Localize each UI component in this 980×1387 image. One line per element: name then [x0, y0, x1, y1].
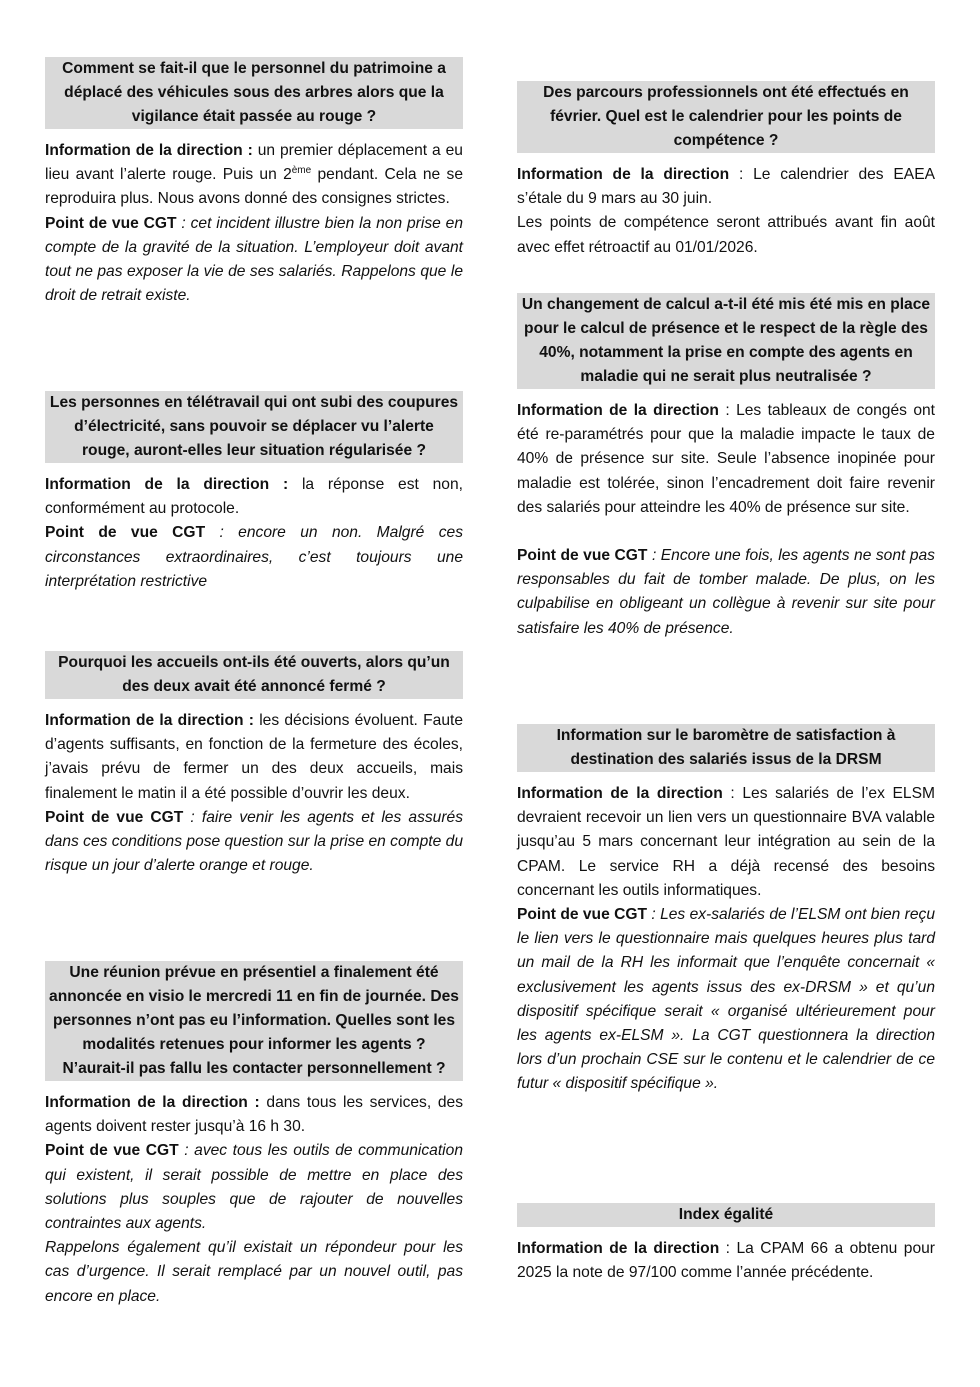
section-accueils [45, 651, 463, 878]
info-text: : Les salariés de l’ex ELSM devraient recevoir un lien vers un questionnaire BVA valable jusqu’au 5 mars concernant leur intégration au sein de la CPAM. Le service RH a déjà recensé des besoins concernant les outils informatiques. [517, 785, 935, 899]
section-parcours [517, 81, 935, 260]
section-index-egalite [517, 1203, 935, 1285]
cgt-opinion [45, 521, 463, 594]
cgt-opinion [45, 1139, 463, 1236]
cgt-text: : encore un non. Malgré ces circonstances extraordinaires, c’est toujours une interprétation restrictive [45, 524, 463, 590]
info-text: dans tous les services, des agents doivent rester jusqu’à 16 h 30. [45, 1094, 463, 1136]
question-heading: Index égalité [517, 1203, 935, 1227]
question-heading: Information sur le baromètre de satisfaction à destination des salariés issus de la DRSM [517, 724, 935, 772]
section-reunion-visio [45, 961, 463, 1309]
cgt-label: Point de vue CGT [45, 1142, 179, 1160]
question-heading: Comment se fait-il que le personnel du patrimoine a déplacé des véhicules sous des arbres alors que la vigilance était passée au rouge ? [45, 57, 463, 129]
direction-answer [517, 399, 935, 520]
cgt-text: : cet incident illustre bien la non prise en compte de la gravité de la situation. L’employeur doit avant tout ne pas exposer la vie de ses salariés. Rappelons que le droit de retrait existe. [45, 214, 463, 305]
cgt-opinion [517, 903, 935, 1097]
cgt-opinion [517, 544, 935, 641]
question-heading: Pourquoi les accueils ont-ils été ouverts, alors qu’un des deux avait été annoncé fermé ? [45, 651, 463, 699]
info-text: : La CPAM 66 a obtenu pour 2025 la note de 97/100 comme l’année précédente. [517, 1240, 935, 1282]
info-text: la réponse est non, conformément au protocole. [45, 476, 463, 518]
direction-answer-continued: Les points de compétence seront attribués avant fin août avec effet rétroactif au 01/01/2026. [517, 214, 935, 256]
info-label: Information de la direction [517, 1240, 720, 1257]
direction-answer [517, 1237, 935, 1285]
cgt-label: Point de vue CGT [45, 524, 206, 542]
direction-answer [517, 163, 935, 211]
info-label: Information de la direction [517, 166, 730, 183]
info-text: : Le calendrier des EAEA s’étale du 9 mars au 30 juin. [517, 166, 935, 208]
cgt-text: : avec tous les outils de communication qui existent, il serait possible de mettre en place des solutions plus souples que de rajouter de nouvelles contraintes aux agents. [45, 1142, 463, 1233]
info-label: Information de la direction [517, 402, 719, 419]
question-heading: Les personnes en télétravail qui ont subi des coupures d’électricité, sans pouvoir se déplacer vu l’alerte rouge, auront-elles leur situation régularisée ? [45, 391, 463, 463]
section-vehicules [45, 57, 463, 308]
cgt-opinion [45, 212, 463, 309]
cgt-label: Point de vue CGT [517, 906, 648, 924]
cgt-opinion-continued [45, 1236, 463, 1309]
direction-answer [517, 782, 935, 903]
direction-answer [45, 1091, 463, 1139]
cgt-label: Point de vue CGT [45, 808, 184, 826]
info-label: Information de la direction : [45, 712, 254, 729]
info-label: Information de la direction : [45, 142, 253, 159]
cgt-text: Rappelons également qu’il existait un répondeur pour les cas d’urgence. Il serait remplacé par un nouvel outil, pas encore en place. [45, 1239, 463, 1305]
section-teletravail [45, 391, 463, 594]
info-label: Information de la direction [517, 785, 723, 802]
cgt-text: : faire venir les agents et les assurés dans ces conditions pose question sur la prise en compte du risque un jour d’alerte orange et rouge. [45, 808, 463, 875]
cgt-label: Point de vue CGT [517, 547, 648, 565]
info-label: Information de la direction : [45, 1094, 260, 1111]
section-barometre [517, 724, 935, 1097]
info-text: : Les tableaux de congés ont été re-paramétrés pour que la maladie impacte le taux de 40% de présence sur site. Seule l’absence inopinée pour maladie est tolérée, sinon l’encadrement doit faire revenir des salariés pour atteindre les 40% de présence sur site. [517, 402, 936, 516]
direction-answer [45, 709, 463, 806]
cgt-text: : Les ex-salariés de l’ELSM ont bien reçu le lien vers le questionnaire mais quelques heures plus tard un mail de la RH les informait que l’enquête concernait « exclusivement les agents issus des ex-DRSM » et qu’un dispositif spécifique serait « organisé ultérieurement pour les agents ex-ELSM ». La CGT questionnera la direction lors d’un prochain CSE sur le contenu et le calendrier de ce futur « dispositif spécifique ». [517, 906, 935, 1093]
direction-answer [45, 473, 463, 521]
info-text: pendant. Cela ne se reproduira plus. Nous avons donné des consignes strictes. [45, 166, 463, 208]
question-heading: Un changement de calcul a-t-il été mis été mis en place pour le calcul de présence et le respect de la règle des 40%, notamment la prise en compte des agents en maladie qui ne serait plus neutralisée ? [517, 293, 935, 389]
cgt-opinion [45, 806, 463, 879]
question-heading: Une réunion prévue en présentiel a finalement été annoncée en visio le mercredi 11 en fin de journée. Des personnes n’ont pas eu l’information. Quelles sont les modalités retenues pour informer les agents ? N’aurait-il pas fallu les contacter personnellement ? [45, 961, 463, 1081]
direction-answer [45, 139, 463, 212]
question-heading: Des parcours professionnels ont été effectués en février. Quel est le calendrier pour les points de compétence ? [517, 81, 935, 153]
section-calcul-presence [517, 293, 935, 641]
info-text: les décisions évoluent. Faute d’agents suffisants, en fonction de la fermeture des écoles, j’avais prévu de fermer un des deux accueils, mais finalement le matin il a été possible d’ouvrir les deux. [45, 712, 463, 802]
info-text: un premier déplacement a eu lieu avant l’alerte rouge. Puis un 2 [45, 142, 463, 184]
info-label: Information de la direction : [45, 476, 289, 493]
cgt-text: : Encore une fois, les agents ne sont pas responsables du fait de tomber malade. De plus, on les culpabilise en obligeant un collègue à revenir sur site pour satisfaire les 40% de présence. [517, 547, 935, 637]
cgt-label: Point de vue CGT [45, 214, 177, 232]
superscript: ème [291, 165, 312, 177]
